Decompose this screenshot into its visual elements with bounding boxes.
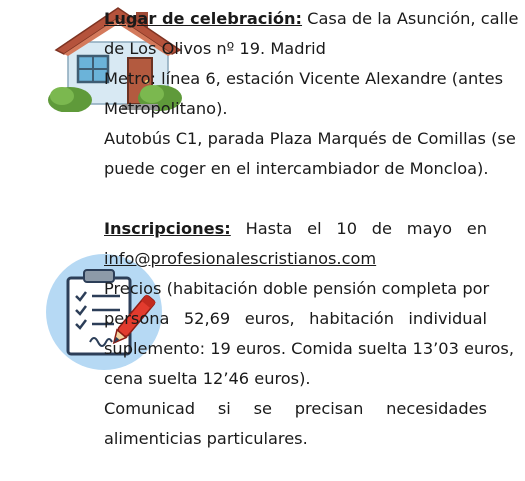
prices-word: habitación xyxy=(309,309,394,328)
metro-info-line-1: Metro: línea 6, estación Vicente Alexandre (antes xyxy=(104,69,504,88)
dietary-word: precisan xyxy=(294,399,364,418)
registration-email-link[interactable]: info@profesionalescristianos.com xyxy=(104,249,377,268)
registration-word: en xyxy=(466,219,487,238)
prices-word: euros, xyxy=(244,309,295,328)
registration-word: Hasta xyxy=(245,219,293,238)
dietary-needs-line-2: alimenticias particulares. xyxy=(104,429,308,448)
metro-info-line-2: Metropolitano). xyxy=(104,99,228,118)
registration-label: Inscripciones: xyxy=(104,219,231,238)
registration-word: el xyxy=(307,219,322,238)
dietary-word: necesidades xyxy=(386,399,487,418)
prices-word: individual xyxy=(408,309,487,328)
event-details xyxy=(104,4,519,454)
registration-line-1 xyxy=(104,214,487,244)
registration-word: mayo xyxy=(406,219,452,238)
venue-address-start: Casa de la Asunción, calle xyxy=(302,9,519,28)
dietary-word: Comunicad xyxy=(104,399,196,418)
bus-info-line-2: puede coger en el intercambiador de Moncloa). xyxy=(104,159,489,178)
paragraph-gap xyxy=(104,184,487,214)
registration-word: 10 xyxy=(336,219,357,238)
registration-word: de xyxy=(371,219,393,238)
dietary-word: si xyxy=(217,399,231,418)
prices-word: 52,69 xyxy=(183,309,231,328)
prices-line-2 xyxy=(104,304,487,334)
prices-line-4: cena suelta 12’46 euros). xyxy=(104,369,311,388)
venue-line-1 xyxy=(104,4,519,34)
dietary-needs-line-1 xyxy=(104,394,487,424)
prices-line-3: suplemento: 19 euros. Comida suelta 13’03 euros, xyxy=(104,339,515,358)
venue-address-line-2: de Los Olivos nº 19. Madrid xyxy=(104,39,326,58)
prices-word: persona xyxy=(104,309,170,328)
venue-label: Lugar de celebración: xyxy=(104,9,303,28)
prices-line-1: Precios (habitación doble pensión completa por xyxy=(104,279,490,298)
dietary-word: se xyxy=(253,399,272,418)
bus-info-line-1: Autobús C1, parada Plaza Marqués de Comillas (se xyxy=(104,129,516,148)
